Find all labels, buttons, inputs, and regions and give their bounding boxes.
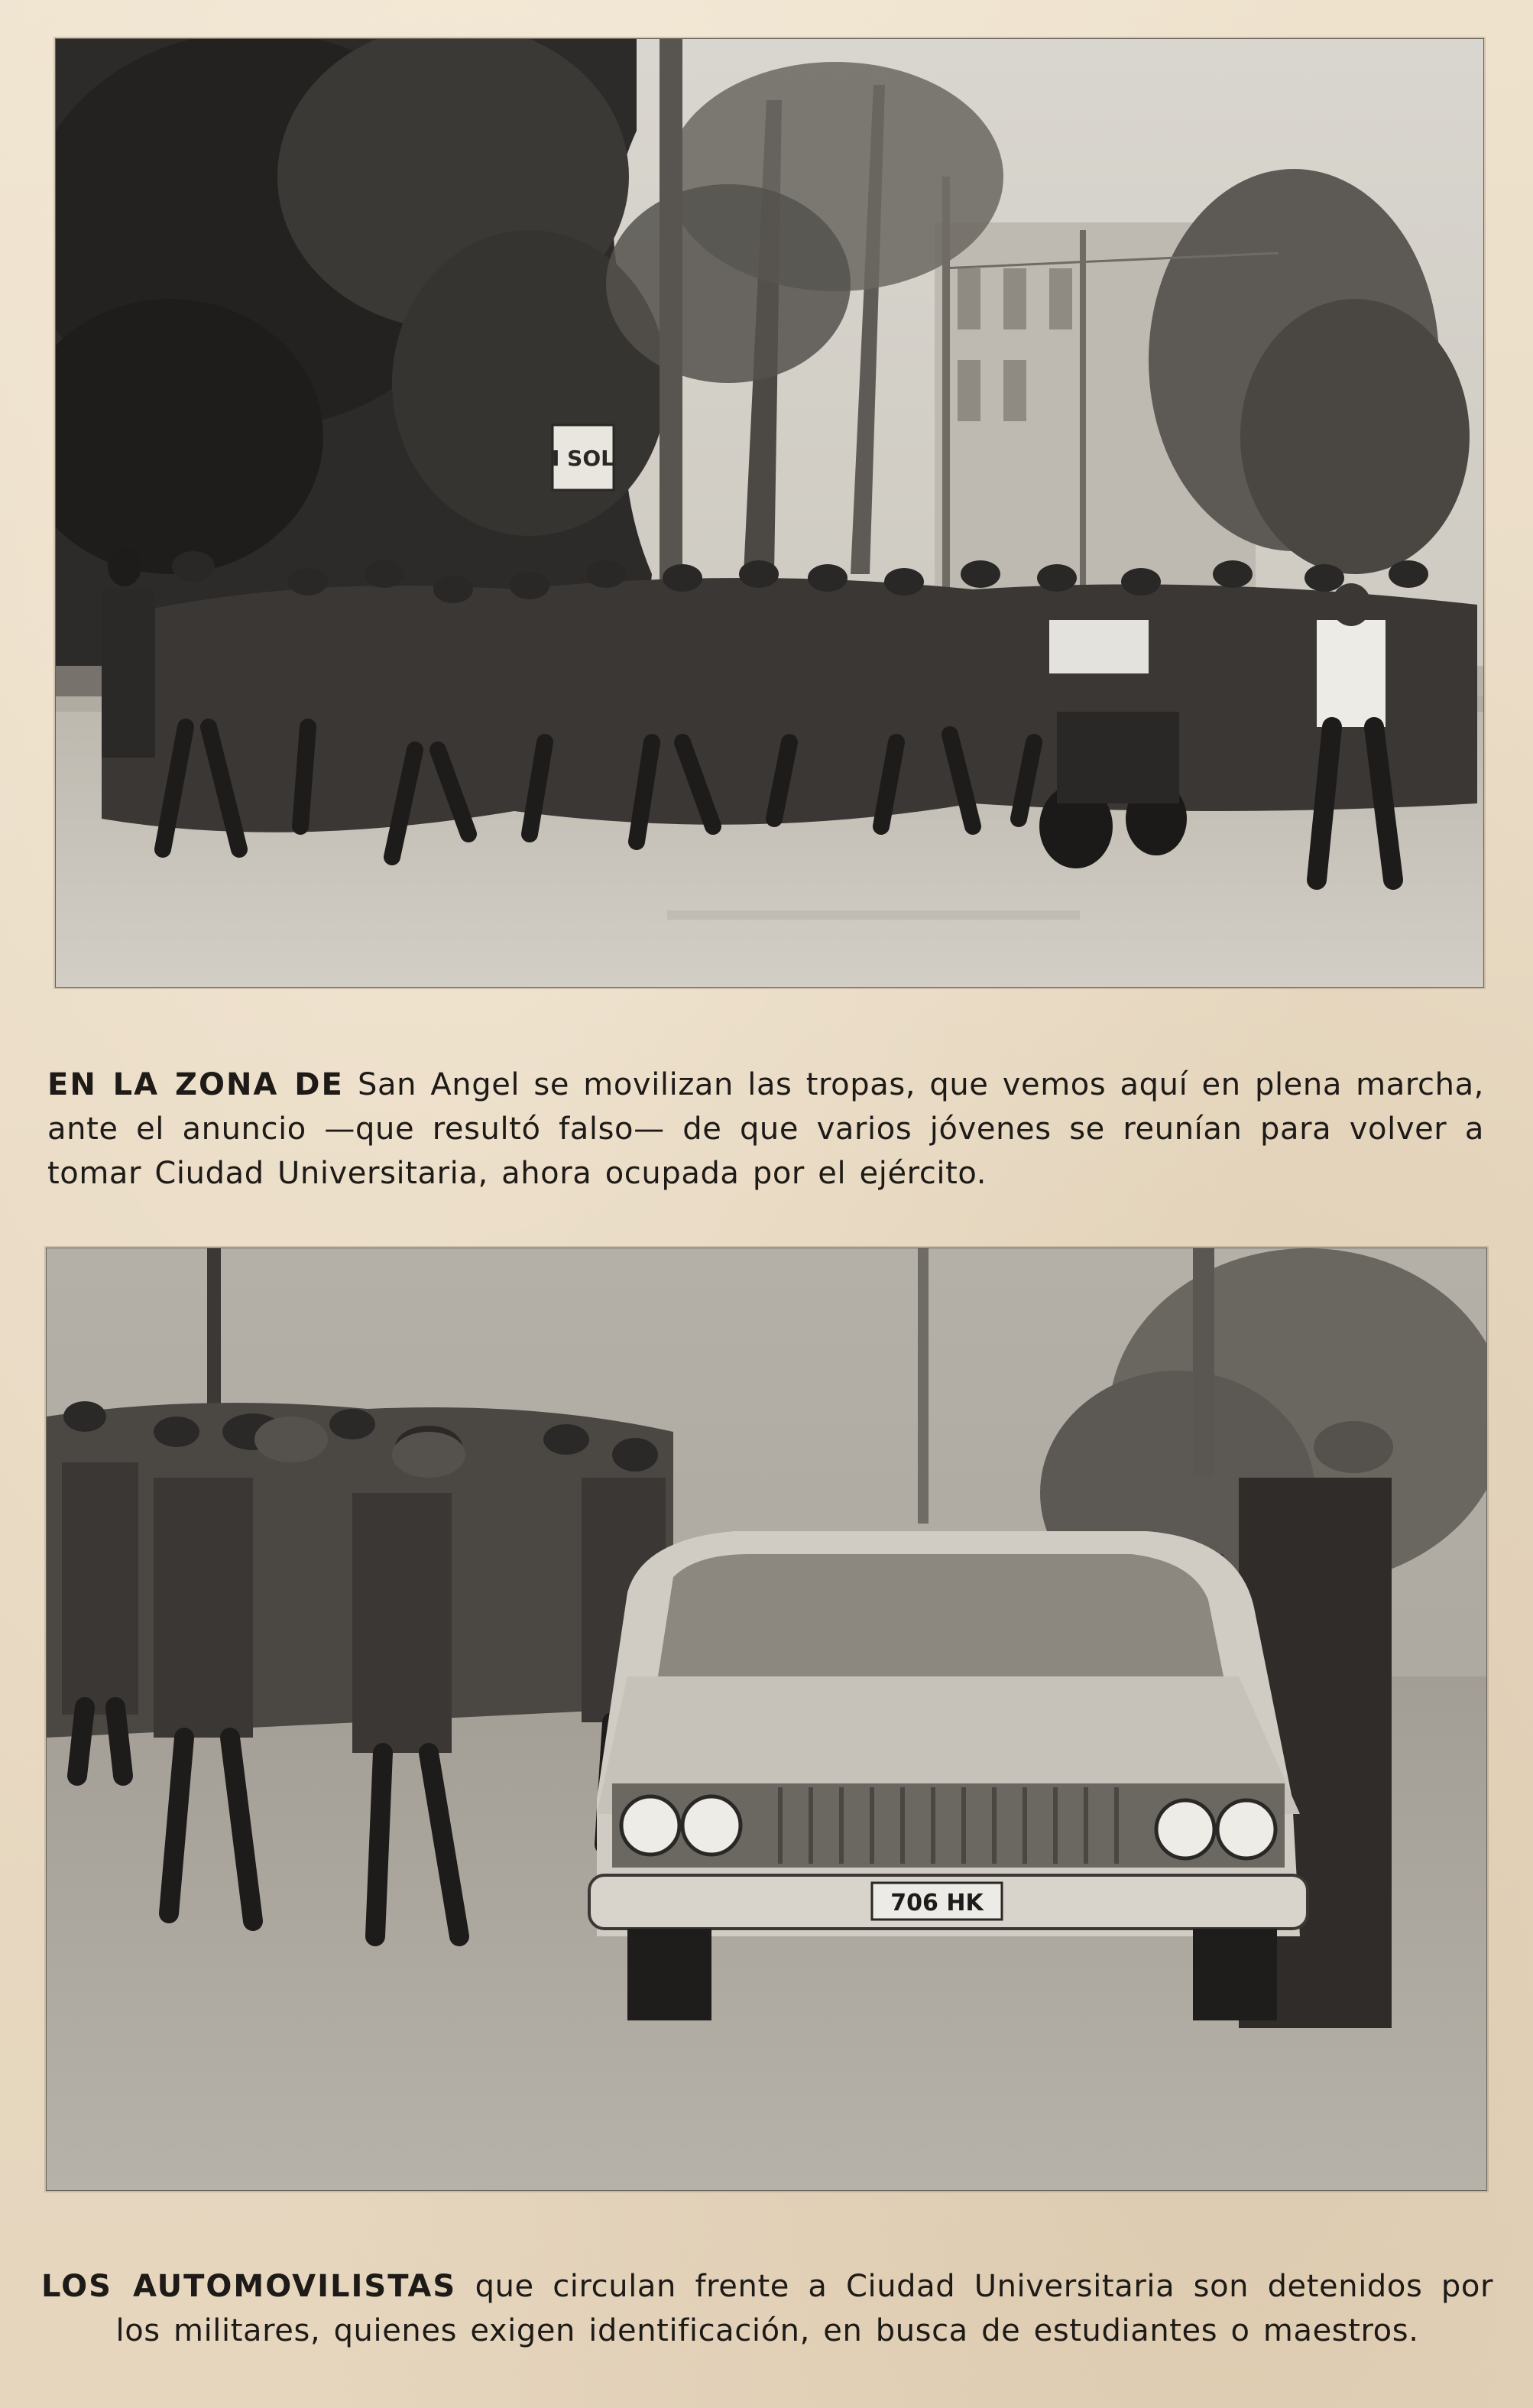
caption-body: que circulan frente a Ciudad Universitaria son detenidos por los militares, quienes exigen identificación, en busca de estudiantes o maestros. xyxy=(115,2269,1493,2348)
troops-marching-photo xyxy=(55,38,1484,988)
car-checkpoint-image xyxy=(47,1248,1486,2190)
caption-lead: LOS AUTOMOVILISTAS xyxy=(41,2269,457,2304)
license-plate-text: 706 HK xyxy=(890,1890,984,1916)
troops-marching-image xyxy=(56,39,1483,987)
caption-motorists-stopped xyxy=(41,2264,1493,2353)
street-sign-text: I SOL xyxy=(552,446,614,471)
caption-troops-san-angel xyxy=(47,1063,1484,1196)
caption-lead: EN LA ZONA DE xyxy=(47,1067,344,1102)
car-checkpoint-photo xyxy=(46,1248,1487,2191)
caption-body: San Angel se movilizan las tropas, que vemos aquí en plena marcha, ante el anuncio —que resultó falso— de que varios jóvenes se reunían para volver a tomar Ciudad Universitaria, ahora ocupada por el ejército. xyxy=(47,1067,1484,1191)
